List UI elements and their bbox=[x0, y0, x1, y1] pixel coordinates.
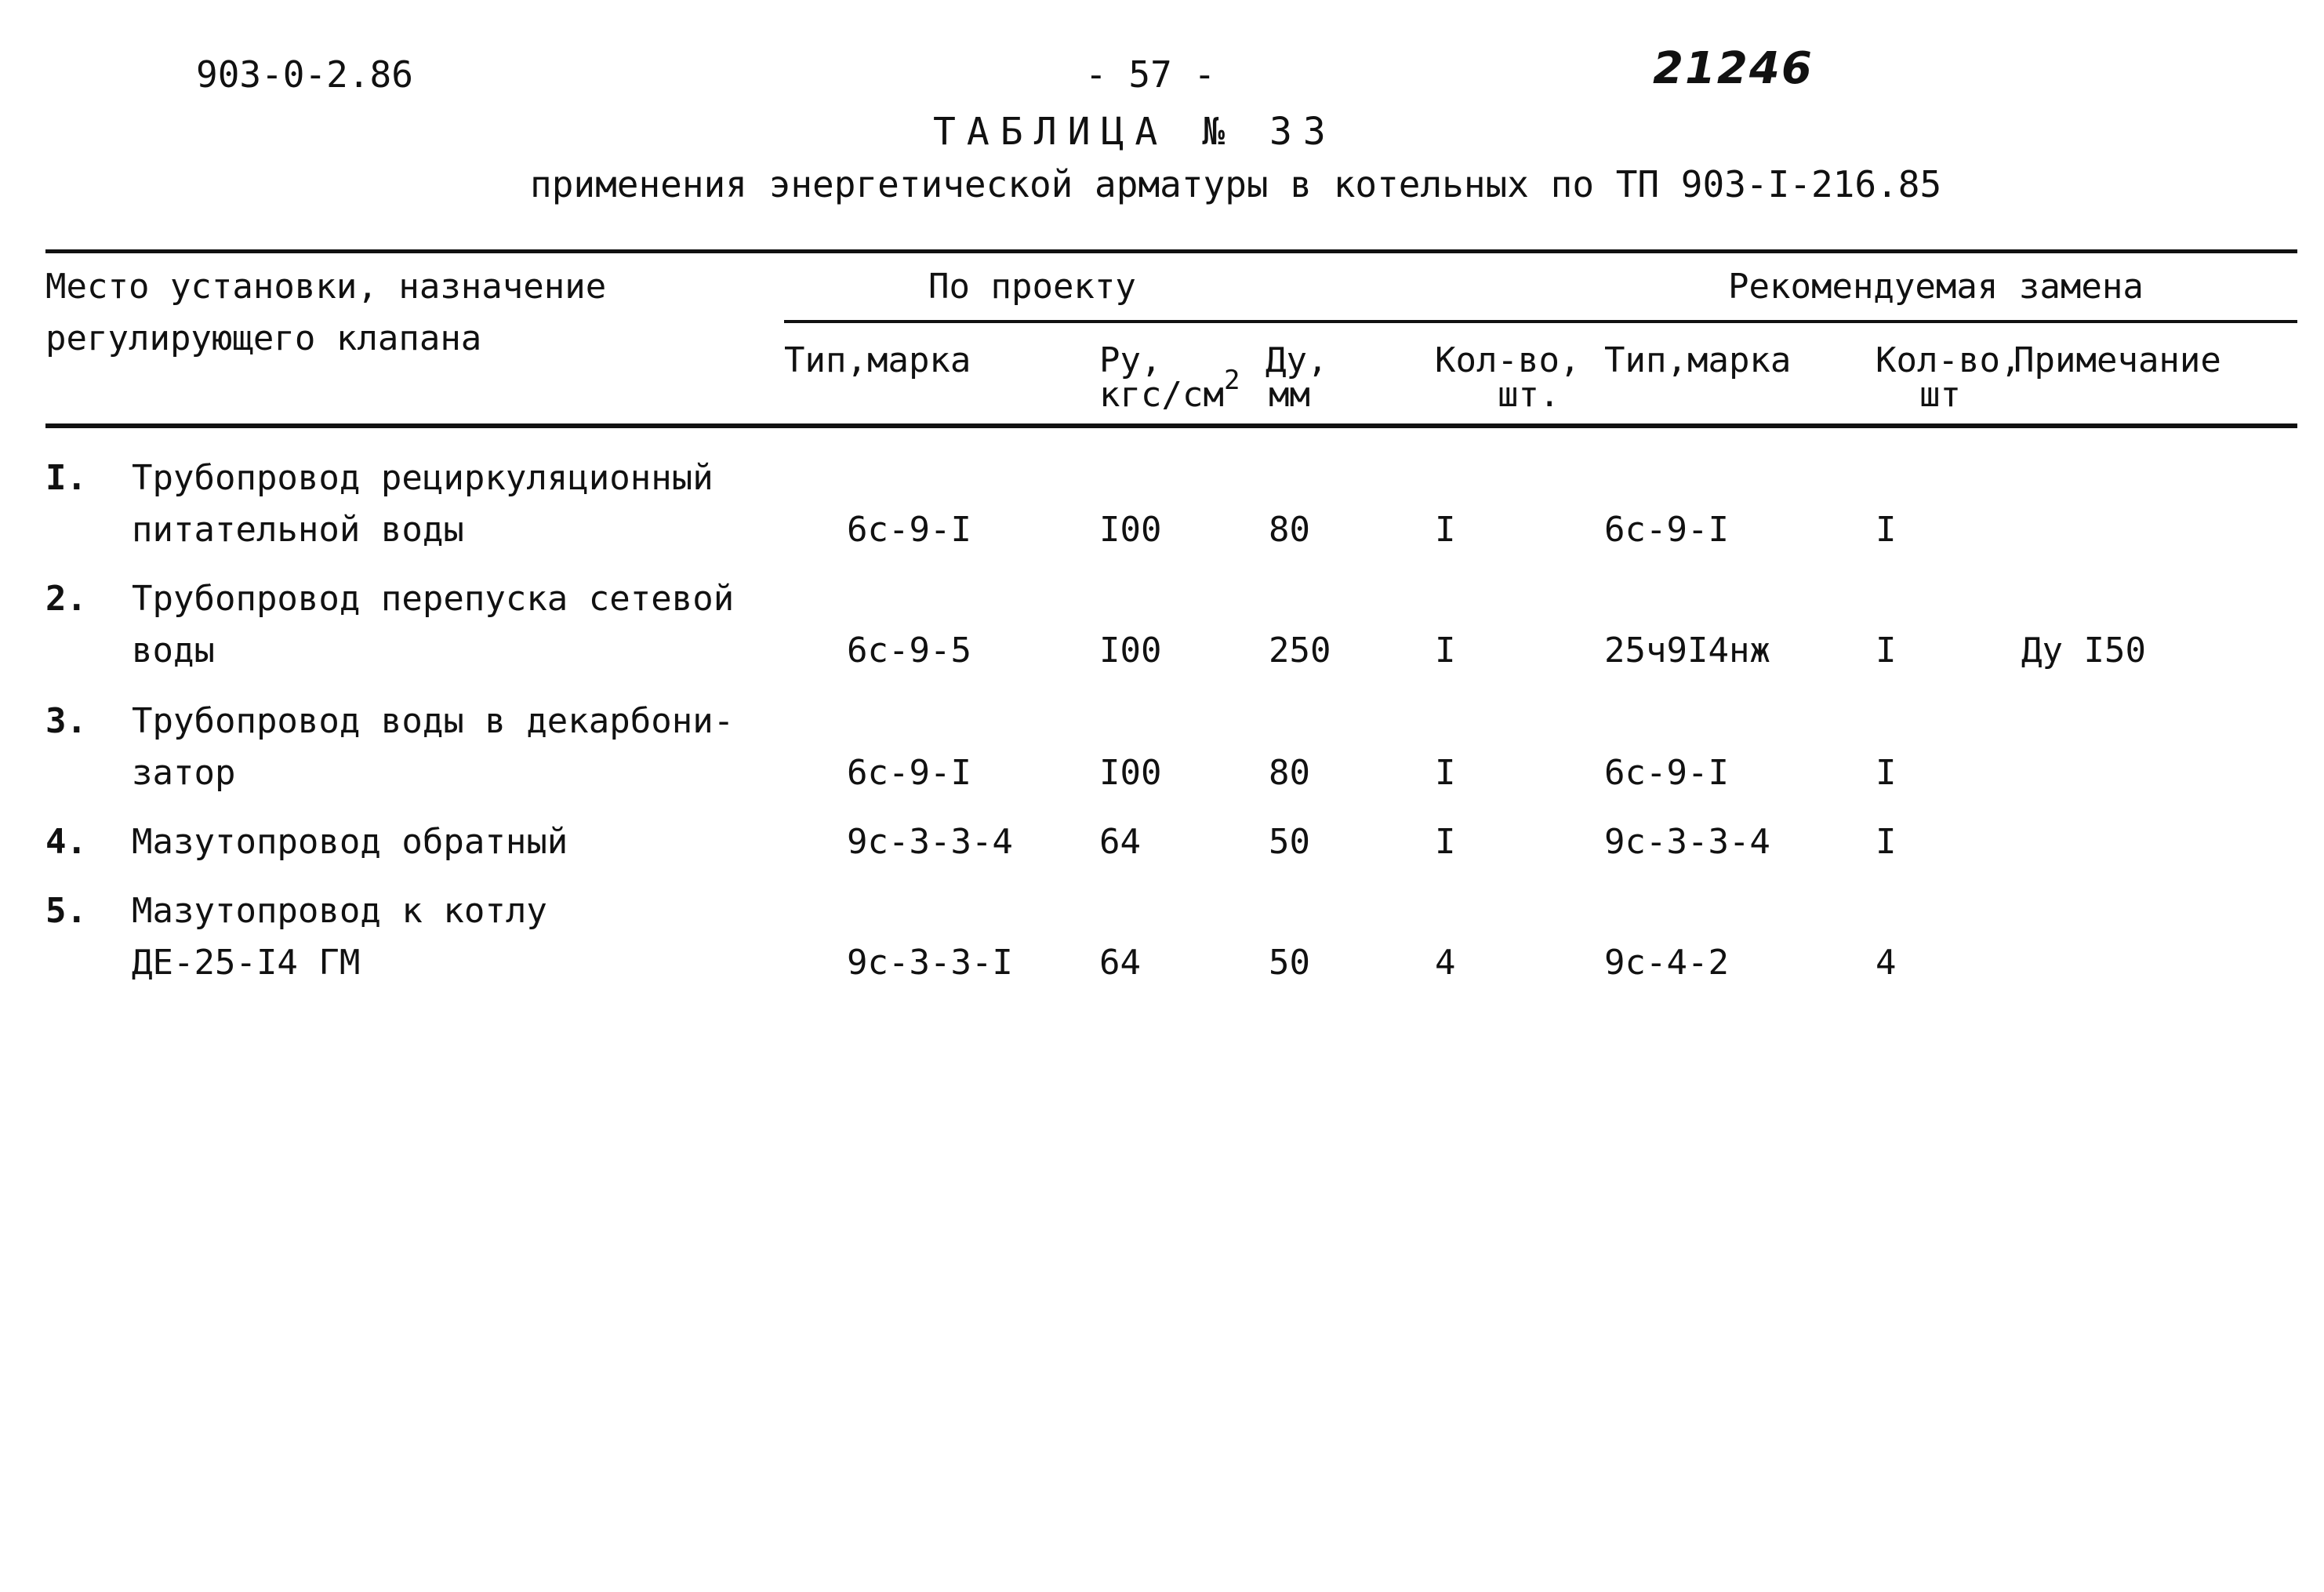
row-repl-type: 6с-9-I bbox=[1604, 753, 1729, 793]
row-note: Ду I50 bbox=[2021, 631, 2146, 671]
row-repl-qty: 4 bbox=[1876, 943, 1897, 983]
header-qty-line1: Кол-во, bbox=[1435, 340, 1581, 380]
row-pressure: 64 bbox=[1099, 943, 1141, 983]
handwritten-stamp-number: 21246 bbox=[1653, 43, 1814, 94]
row-repl-qty: I bbox=[1876, 631, 1897, 671]
header-repl-type-mark: Тип,марка bbox=[1604, 340, 1792, 380]
row-diameter: 250 bbox=[1269, 631, 1331, 671]
header-place-line2: регулирующего клапана bbox=[45, 318, 482, 358]
row-type: 6с-9-I bbox=[847, 510, 971, 550]
row-type: 9с-3-3-I bbox=[847, 943, 1013, 983]
header-diameter-line1: Ду, bbox=[1265, 340, 1328, 380]
row-repl-type: 6с-9-I bbox=[1604, 510, 1729, 550]
column-group-rule bbox=[784, 320, 2297, 323]
row-pressure: I00 bbox=[1099, 753, 1162, 793]
row-repl-type: 25ч9I4нж bbox=[1604, 631, 1770, 671]
header-type-mark: Тип,марка bbox=[784, 340, 971, 380]
row-qty: I bbox=[1435, 510, 1456, 550]
table-title: ТАБЛИЦА № 33 bbox=[933, 110, 1337, 154]
header-project-group: По проекту bbox=[928, 267, 1136, 307]
row-qty: I bbox=[1435, 631, 1456, 671]
row-repl-type: 9с-4-2 bbox=[1604, 943, 1729, 983]
row-pressure: I00 bbox=[1099, 510, 1162, 550]
row-place-line1: Трубопровод воды в декарбони- bbox=[132, 701, 735, 741]
row-type: 6с-9-I bbox=[847, 753, 971, 793]
header-repl-qty-line2: шт bbox=[1919, 375, 1961, 415]
row-place-line2: воды bbox=[132, 631, 215, 671]
header-place-line1: Место установки, назначение bbox=[45, 267, 607, 307]
row-pressure: 64 bbox=[1099, 822, 1141, 862]
row-place-line2: затор bbox=[132, 753, 236, 793]
header-pressure-superscript: 2 bbox=[1223, 365, 1240, 396]
table-top-rule bbox=[45, 249, 2297, 253]
row-diameter: 80 bbox=[1269, 753, 1310, 793]
row-type: 6с-9-5 bbox=[847, 631, 971, 671]
header-diameter-line2: мм bbox=[1269, 375, 1310, 415]
row-diameter: 50 bbox=[1269, 943, 1310, 983]
row-repl-type: 9с-3-3-4 bbox=[1604, 822, 1770, 862]
row-number: 4. bbox=[45, 822, 87, 862]
row-number: 5. bbox=[45, 891, 87, 931]
row-number: 3. bbox=[45, 701, 87, 741]
header-qty-line2: шт. bbox=[1498, 375, 1560, 415]
row-type: 9с-3-3-4 bbox=[847, 822, 1013, 862]
row-place-line2: ДЕ-25-I4 ГМ bbox=[132, 943, 361, 983]
header-pressure-line1: Ру, bbox=[1099, 340, 1162, 380]
header-pressure-unit: кгс/см bbox=[1099, 375, 1224, 415]
row-qty: I bbox=[1435, 822, 1456, 862]
row-repl-qty: I bbox=[1876, 822, 1897, 862]
row-qty: I bbox=[1435, 753, 1456, 793]
row-repl-qty: I bbox=[1876, 753, 1897, 793]
row-number: I. bbox=[45, 458, 87, 498]
row-place-line1: Мазутопровод обратный bbox=[132, 822, 568, 862]
row-diameter: 80 bbox=[1269, 510, 1310, 550]
header-replacement-group: Рекомендуемая замена bbox=[1728, 267, 2144, 307]
row-place-line2: питательной воды bbox=[132, 510, 464, 550]
page-number: - 57 - bbox=[1085, 53, 1216, 96]
row-pressure: I00 bbox=[1099, 631, 1162, 671]
header-repl-qty-line1: Кол-во, bbox=[1876, 340, 2021, 380]
row-place-line1: Трубопровод рециркуляционный bbox=[132, 458, 714, 498]
row-place-line1: Трубопровод перепуска сетевой bbox=[132, 579, 735, 619]
table-subtitle: применения энергетической арматуры в котельных по ТП 903-I-216.85 bbox=[530, 163, 1942, 205]
header-note: Примечание bbox=[2014, 340, 2221, 380]
row-diameter: 50 bbox=[1269, 822, 1310, 862]
row-qty: 4 bbox=[1435, 943, 1456, 983]
row-place-line1: Мазутопровод к котлу bbox=[132, 891, 547, 931]
row-number: 2. bbox=[45, 579, 87, 619]
header-pressure-line2 bbox=[1099, 365, 1240, 415]
row-repl-qty: I bbox=[1876, 510, 1897, 550]
document-code: 903-0-2.86 bbox=[196, 53, 413, 96]
table-header-bottom-rule bbox=[45, 423, 2297, 428]
